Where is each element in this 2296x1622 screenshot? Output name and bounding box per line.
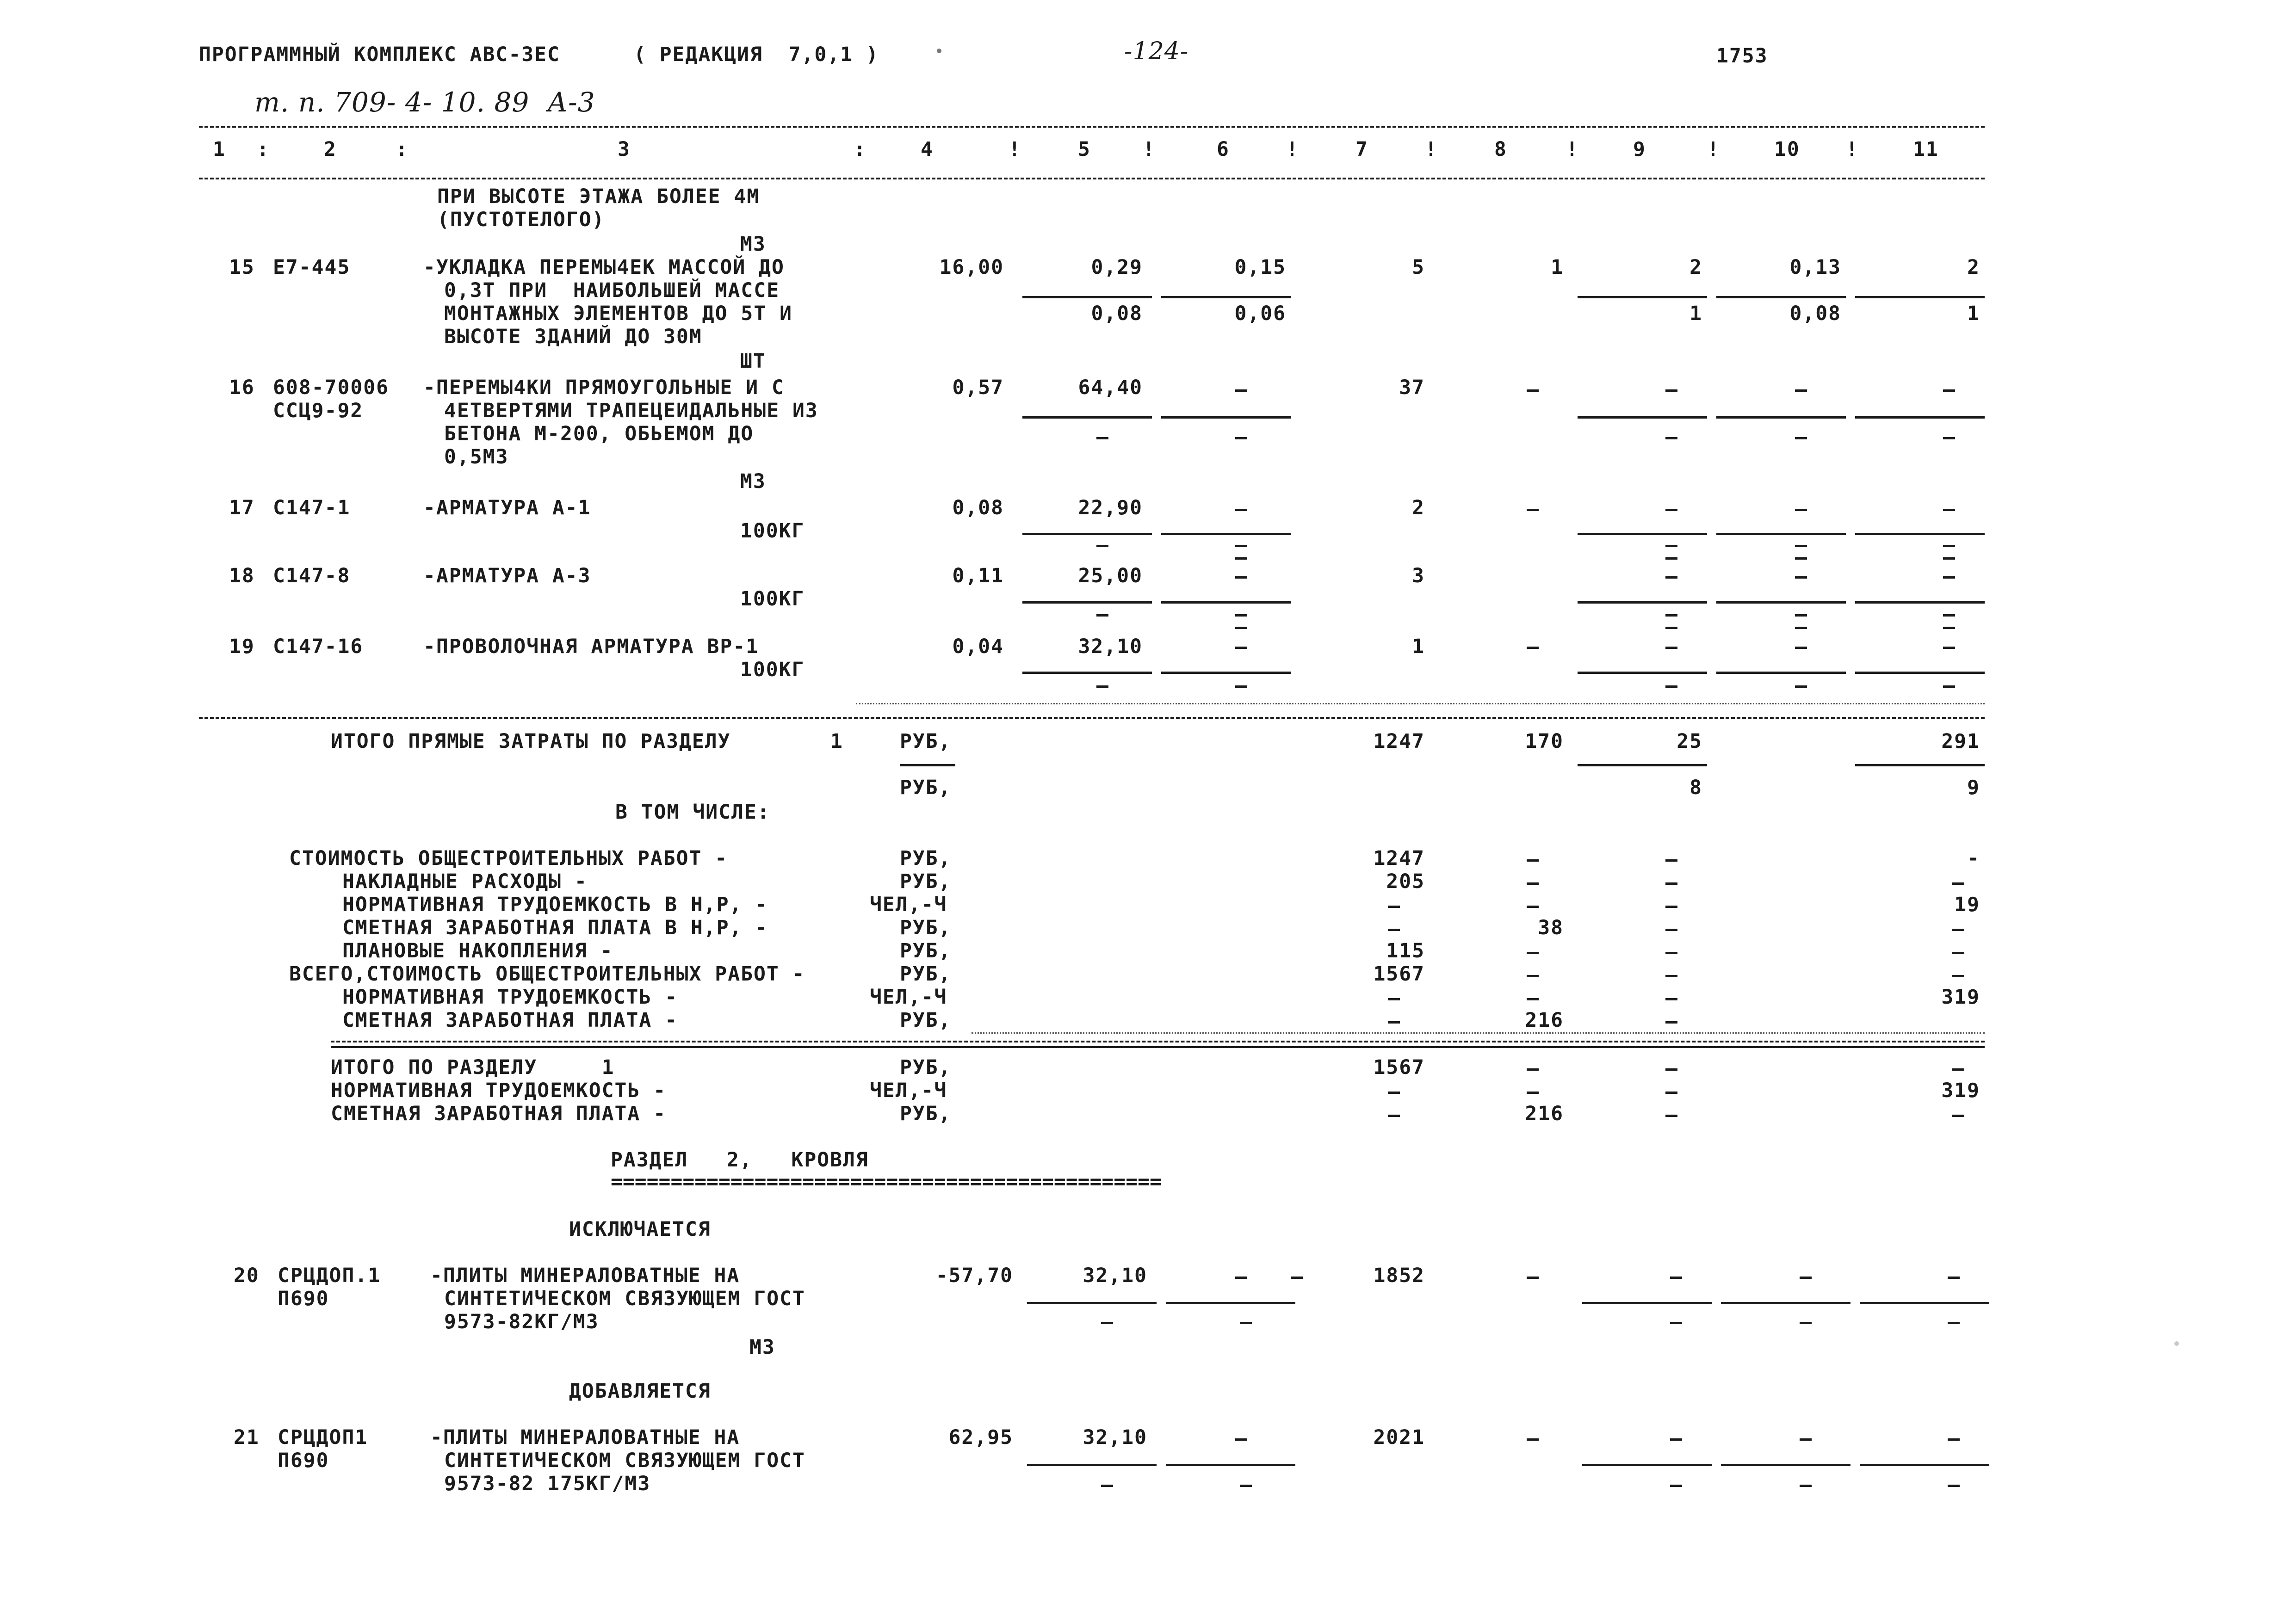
row-desc-line: -ПЕРЕМЫ4КИ ПРЯМОУГОЛЬНЫЕ И С [423,376,785,399]
fraction-line [1022,533,1152,535]
empty-dash [1527,1438,1539,1441]
unit-label: М3 [740,470,766,493]
row-number: 17 [229,496,255,519]
fraction-line [1578,533,1707,535]
breakdown-label: СМЕТНАЯ ЗАРАБОТНАЯ ПЛАТА В Н,Р, - [342,916,768,939]
totals-unit: РУБ, [900,730,952,753]
cell-col10-lower: 0,08 [1789,302,1841,325]
empty-dash [1795,627,1807,629]
fraction-line [1022,296,1152,298]
breakdown-col11: - [1967,847,1980,870]
empty-dash [1235,437,1247,439]
section-total-label: НОРМАТИВНАЯ ТРУДОЕМКОСТЬ - [331,1079,667,1102]
row-desc-line: БЕТОНА М-200, ОБЬЕМОМ ДО [444,422,754,445]
fraction-line [1161,296,1291,298]
col-sep: : [396,138,408,161]
row-number: 20 [234,1264,260,1287]
program-title: ПРОГРАММНЫЙ КОМПЛЕКС АВС-3ЕС [199,43,560,66]
row-desc-line: СИНТЕТИЧЕСКОМ СВЯЗУЮЩЕМ ГОСТ [444,1287,805,1310]
empty-dash [1527,952,1539,954]
empty-dash [1235,389,1247,392]
empty-dash [1948,1485,1960,1487]
empty-dash [1670,1277,1682,1279]
row-number: 19 [229,635,255,658]
breakdown-unit: РУБ, [900,916,952,939]
empty-dash [1235,545,1247,547]
cell-col7: 37 [1399,376,1425,399]
unit-label: ШТ [740,350,766,373]
empty-dash [1943,437,1955,439]
header-rule-bottom [199,178,1985,179]
including-label: В ТОМ ЧИСЛЕ: [615,801,770,824]
empty-dash [1527,1092,1539,1094]
empty-dash [1665,998,1677,1000]
empty-dash [1665,1092,1677,1094]
fraction-line [1022,601,1152,604]
empty-dash [1235,509,1247,511]
cell-col5: 64,40 [1078,376,1143,399]
empty-dash [1795,557,1807,560]
empty-dash [1388,1092,1400,1094]
fraction-line [1578,416,1707,419]
empty-dash [1665,1021,1677,1024]
row-code: 608-70006 [273,376,389,399]
quantity-cell: 62,95 [948,1426,1013,1449]
row-desc-line: -ПЛИТЫ МИНЕРАЛОВАТНЫЕ НА [430,1426,740,1449]
row-number: 18 [229,564,255,587]
empty-dash [1665,859,1677,862]
empty-dash [1388,1021,1400,1024]
empty-dash [1943,545,1955,547]
quantity-cell: 0,04 [952,635,1004,658]
totals-col9-lower: 8 [1690,776,1702,799]
cell-col8: 1 [1551,256,1564,279]
empty-dash [1952,1068,1964,1071]
empty-dash [1795,647,1807,649]
empty-dash [1952,952,1964,954]
row-desc-line: 9573-82КГ/М3 [444,1310,599,1333]
fraction-line [1161,533,1291,535]
row-code: Е7-445 [273,256,351,279]
fraction-line [1166,1464,1295,1466]
empty-dash [1527,906,1539,908]
row-note: (ПУСТОТЕЛОГО) [437,208,605,231]
fraction-line [1022,416,1152,419]
unit-label: 100КГ [740,587,805,611]
quantity-cell: 16,00 [939,256,1004,279]
breakdown-unit: РУБ, [900,870,952,893]
fraction-line [1161,416,1291,419]
breakdown-label: НОРМАТИВНАЯ ТРУДОЕМКОСТЬ В Н,Р, - [342,893,768,916]
row-desc-line: 0,3Т ПРИ НАИБОЛЬШЕЙ МАССЕ [444,279,780,302]
excluded-label: ИСКЛЮЧАЕТСЯ [569,1218,711,1241]
breakdown-label: ВСЕГО,СТОИМОСТЬ ОБЩЕСТРОИТЕЛЬНЫХ РАБОТ - [289,962,805,986]
fraction-line [1855,296,1985,298]
fraction-line [1855,533,1985,535]
empty-dash [1665,647,1677,649]
empty-dash [1096,545,1108,547]
cell-col5: 32,10 [1083,1426,1147,1449]
row-desc-line: 4ЕТВЕРТЯМИ ТРАПЕЦЕИДАЛЬНЫЕ ИЗ [444,399,818,422]
section-total-col7: 1567 [1373,1056,1425,1079]
section-total-unit: ЧЕЛ,-Ч [870,1079,947,1102]
empty-dash [1665,952,1677,954]
cell-col11-lower: 1 [1967,302,1980,325]
empty-dash [1388,906,1400,908]
col-sep: : [854,138,866,161]
col-sep: ! [1846,138,1859,161]
section-total-col8: 216 [1525,1102,1564,1125]
empty-dash [1795,614,1807,617]
empty-dash [1527,1277,1539,1279]
cell-col5: 25,00 [1078,564,1143,587]
fraction-line [1716,296,1846,298]
row-desc-line: -УКЛАДКА ПЕРЕМЫ4ЕК МАССОЙ ДО [423,256,785,279]
empty-dash [1952,882,1964,885]
breakdown-label: НОРМАТИВНАЯ ТРУДОЕМКОСТЬ - [342,986,678,1009]
empty-dash [1795,576,1807,579]
quantity-cell: -57,70 [935,1264,1013,1287]
header-rule-top [199,126,1985,128]
totals-col8: 170 [1525,730,1564,753]
empty-dash [1665,557,1677,560]
cell-col5: 32,10 [1083,1264,1147,1287]
totals-col11: 291 [1941,730,1980,753]
empty-dash [1096,437,1108,439]
empty-dash [1665,929,1677,931]
empty-dash [1948,1322,1960,1324]
empty-dash [1665,882,1677,885]
totals-rule [199,717,1985,719]
empty-dash [1952,1115,1964,1117]
empty-dash [1948,1438,1960,1441]
col-header-7: 7 [1355,138,1368,161]
col-sep: ! [1009,138,1021,161]
breakdown-col7: 1247 [1373,847,1425,870]
fraction-line [1721,1464,1850,1466]
empty-dash [1670,1322,1682,1324]
fraction-line [1855,672,1985,674]
row-desc-line: 0,5М3 [444,445,509,469]
cell-col7: 1852 [1373,1264,1425,1287]
empty-dash [1943,557,1955,560]
empty-dash [1527,859,1539,862]
row-desc-line: 9573-82 175КГ/М3 [444,1472,651,1495]
breakdown-col7: 115 [1386,939,1425,962]
col-sep: ! [1566,138,1579,161]
section-total-rule [331,1041,1985,1042]
scan-speck [937,49,941,53]
section-total-unit: РУБ, [900,1056,952,1079]
empty-dash [1096,614,1108,617]
breakdown-unit: ЧЕЛ,-Ч [870,893,947,916]
empty-dash [1235,576,1247,579]
fraction-line [1578,764,1707,766]
cell-col7: 3 [1412,564,1425,587]
fraction-line [1022,672,1152,674]
empty-dash [1235,647,1247,649]
empty-dash [1670,1438,1682,1441]
fraction-line [1161,601,1291,604]
col-sep: : [257,138,270,161]
row-number: 21 [234,1426,260,1449]
fraction-line [1716,601,1846,604]
empty-dash [1235,685,1247,688]
empty-dash [1943,685,1955,688]
cell-col9: 2 [1690,256,1702,279]
empty-dash [1665,685,1677,688]
row-desc-line: МОНТАЖНЫХ ЭЛЕМЕНТОВ ДО 5Т И [444,302,792,325]
empty-dash [1670,1485,1682,1487]
empty-dash [1665,627,1677,629]
empty-dash [1388,998,1400,1000]
dotted-rule [856,703,1985,704]
col-header-8: 8 [1494,138,1507,161]
empty-dash [1527,1068,1539,1071]
fraction-line [1578,672,1707,674]
row-number: 15 [229,256,255,279]
unit-label: М3 [749,1336,775,1359]
cell-col7: 2 [1412,496,1425,519]
cell-col7: 1 [1412,635,1425,658]
col-header-6: 6 [1217,138,1230,161]
totals-col7: 1247 [1373,730,1425,753]
breakdown-col8: 216 [1525,1009,1564,1032]
breakdown-label: СМЕТНАЯ ЗАРАБОТНАЯ ПЛАТА - [342,1009,678,1032]
empty-dash [1665,1115,1677,1117]
fraction-line [900,764,955,766]
row-code-secondary: П690 [278,1449,329,1472]
row-desc-line: -ПРОВОЛОЧНАЯ АРМАТУРА ВР-1 [423,635,759,658]
row-code: СРЦДОП1 [278,1426,368,1449]
row-desc-line: -АРМАТУРА А-3 [423,564,591,587]
row-code-secondary: ССЦ9-92 [273,399,364,422]
col-header-4: 4 [921,138,934,161]
empty-dash [1235,614,1247,617]
totals-col11-lower: 9 [1967,776,1980,799]
empty-dash [1235,1438,1247,1441]
col-sep: ! [1707,138,1720,161]
fraction-line [1860,1302,1989,1304]
section-total-col11: 319 [1941,1079,1980,1102]
breakdown-unit: РУБ, [900,847,952,870]
breakdown-label: НАКЛАДНЫЕ РАСХОДЫ - [342,870,588,893]
empty-dash [1795,509,1807,511]
empty-dash [1388,1115,1400,1117]
totals-label: ИТОГО ПРЯМЫЕ ЗАТРАТЫ ПО РАЗДЕЛУ [331,730,731,753]
empty-dash [1527,998,1539,1000]
breakdown-label: СТОИМОСТЬ ОБЩЕСТРОИТЕЛЬНЫХ РАБОТ - [289,847,728,870]
fraction-line [1855,416,1985,419]
fraction-line [1582,1464,1712,1466]
empty-dash [1795,685,1807,688]
unit-label: М3 [740,233,766,256]
col-header-9: 9 [1633,138,1646,161]
cell-col6: 0,15 [1234,256,1286,279]
row-desc-line: СИНТЕТИЧЕСКОМ СВЯЗУЮЩЕМ ГОСТ [444,1449,805,1472]
quantity-cell: 0,57 [952,376,1004,399]
cell-col9-lower: 1 [1690,302,1702,325]
breakdown-unit: ЧЕЛ,-Ч [870,986,947,1009]
section-total-label: СМЕТНАЯ ЗАРАБОТНАЯ ПЛАТА - [331,1102,667,1125]
fraction-line [1860,1464,1989,1466]
row-number: 16 [229,376,255,399]
fraction-line [1855,601,1985,604]
row-code: СРЦДОП.1 [278,1264,381,1287]
empty-dash [1665,906,1677,908]
empty-dash [1952,929,1964,931]
col-sep: ! [1143,138,1156,161]
row-code: С147-16 [273,635,364,658]
empty-dash [1943,614,1955,617]
page-number: -124- [1124,37,1189,65]
empty-dash [1291,1277,1303,1279]
empty-dash [1665,576,1677,579]
quantity-cell: 0,08 [952,496,1004,519]
empty-dash [1943,576,1955,579]
col-header-10: 10 [1774,138,1800,161]
breakdown-label: ПЛАНОВЫЕ НАКОПЛЕНИЯ - [342,939,613,962]
fraction-line [1578,296,1707,298]
col-header-1: 1 [213,138,226,161]
empty-dash [1235,1277,1247,1279]
breakdown-col7: 205 [1386,870,1425,893]
quantity-cell: 0,11 [952,564,1004,587]
empty-dash [1952,975,1964,977]
fraction-line [1027,1302,1157,1304]
col-header-11: 11 [1913,138,1939,161]
col-header-3: 3 [618,138,631,161]
totals-unit-lower: РУБ, [900,776,952,799]
empty-dash [1388,929,1400,931]
col-header-2: 2 [324,138,337,161]
row-desc-line: -АРМАТУРА А-1 [423,496,591,519]
row-desc-line: ВЫСОТЕ ЗДАНИЙ ДО 30М [444,325,702,348]
cell-col5: 0,29 [1091,256,1143,279]
row-note: ПРИ ВЫСОТЕ ЭТАЖА БОЛЕЕ 4М [437,185,760,208]
empty-dash [1795,437,1807,439]
fraction-line [1716,533,1846,535]
empty-dash [1943,647,1955,649]
fraction-line [1582,1302,1712,1304]
section-title-underline: ============================================== [611,1170,1162,1193]
empty-dash [1665,975,1677,977]
cell-col5: 32,10 [1078,635,1143,658]
sheet-number: 1753 [1716,44,1768,68]
empty-dash [1795,389,1807,392]
empty-dash [1527,647,1539,649]
row-code: С147-8 [273,564,351,587]
edition-label: ( РЕДАКЦИЯ 7,0,1 ) [634,43,879,66]
cell-col6-lower: 0,06 [1234,302,1286,325]
empty-dash [1665,509,1677,511]
fraction-line [1716,672,1846,674]
empty-dash [1800,1438,1812,1441]
section-total-unit: РУБ, [900,1102,952,1125]
added-label: ДОБАВЛЯЕТСЯ [569,1380,711,1403]
breakdown-unit: РУБ, [900,962,952,986]
empty-dash [1665,389,1677,392]
empty-dash [1101,1485,1113,1487]
fraction-line [1855,764,1985,766]
cell-col10: 0,13 [1789,256,1841,279]
section-title: РАЗДЕЛ 2, КРОВЛЯ [611,1148,869,1172]
breakdown-col7: 1567 [1373,962,1425,986]
breakdown-unit: РУБ, [900,939,952,962]
empty-dash [1795,545,1807,547]
totals-section-number: 1 [830,730,843,753]
breakdown-col8: 38 [1538,916,1564,939]
empty-dash [1240,1322,1252,1324]
totals-col9: 25 [1677,730,1702,753]
cell-col5-lower: 0,08 [1091,302,1143,325]
section-total-rule [331,1046,1985,1048]
empty-dash [1800,1485,1812,1487]
empty-dash [1665,1068,1677,1071]
col-sep: ! [1286,138,1299,161]
row-desc-line: -ПЛИТЫ МИНЕРАЛОВАТНЫЕ НА [430,1264,740,1287]
cell-col5: 22,90 [1078,496,1143,519]
fraction-line [1721,1302,1850,1304]
empty-dash [1240,1485,1252,1487]
empty-dash [1101,1322,1113,1324]
unit-label: 100КГ [740,519,805,543]
cell-col7: 5 [1412,256,1425,279]
cell-col11: 2 [1967,256,1980,279]
dotted-rule [972,1032,1985,1034]
cell-col7: 2021 [1373,1426,1425,1449]
row-code-secondary: П690 [278,1287,329,1310]
empty-dash [1665,614,1677,617]
empty-dash [1235,627,1247,629]
empty-dash [1527,509,1539,511]
fraction-line [1161,672,1291,674]
empty-dash [1943,627,1955,629]
empty-dash [1527,389,1539,392]
fraction-line [1166,1302,1295,1304]
empty-dash [1948,1277,1960,1279]
empty-dash [1943,389,1955,392]
empty-dash [1527,882,1539,885]
empty-dash [1665,545,1677,547]
breakdown-col11: 319 [1941,986,1980,1009]
row-code: С147-1 [273,496,351,519]
fraction-line [1578,601,1707,604]
empty-dash [1800,1277,1812,1279]
empty-dash [1527,975,1539,977]
empty-dash [1943,509,1955,511]
col-header-5: 5 [1078,138,1091,161]
breakdown-unit: РУБ, [900,1009,952,1032]
scan-speck [2174,1341,2179,1346]
fraction-line [1027,1464,1157,1466]
unit-label: 100КГ [740,658,805,681]
breakdown-col11: 19 [1954,893,1980,916]
empty-dash [1665,437,1677,439]
empty-dash [1096,685,1108,688]
col-sep: ! [1425,138,1438,161]
section-total-label: ИТОГО ПО РАЗДЕЛУ 1 [331,1056,615,1079]
project-code: т. п. 709- 4- 10. 89 А-3 [254,86,595,118]
empty-dash [1800,1322,1812,1324]
empty-dash [1235,557,1247,560]
fraction-line [1716,416,1846,419]
